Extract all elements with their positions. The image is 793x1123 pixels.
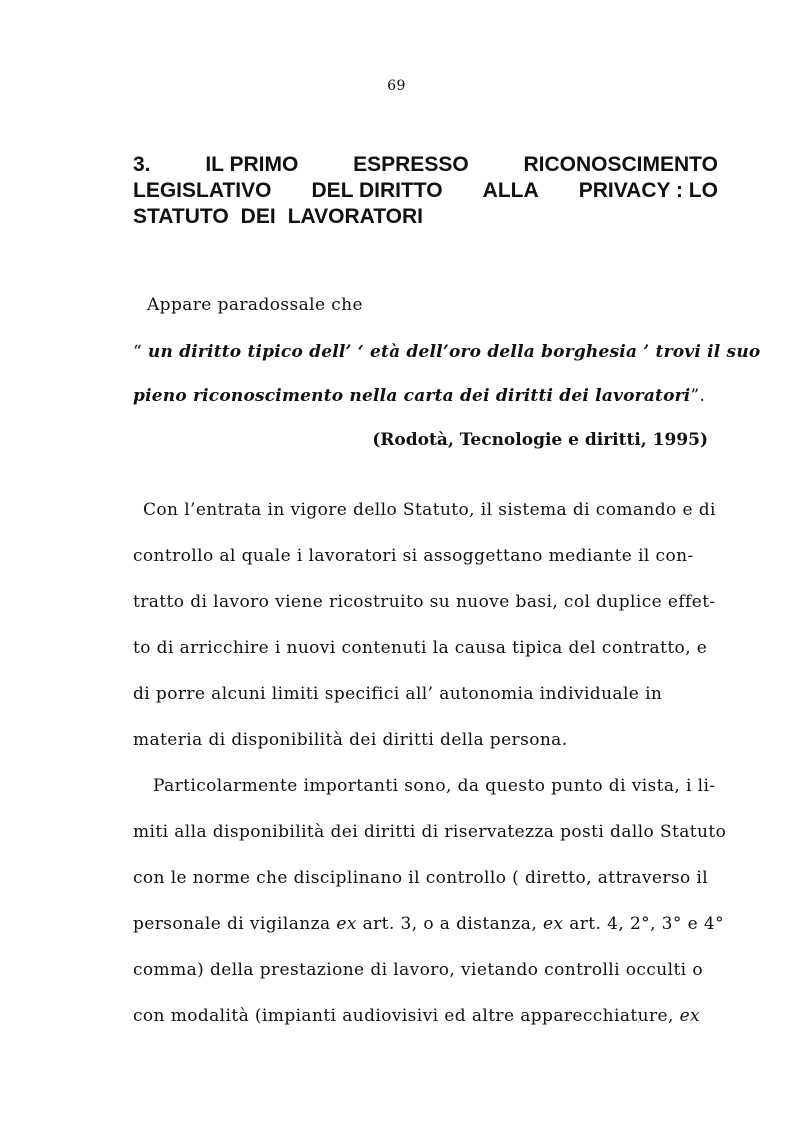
paragraph-line: Con l’entrata in vigore dello Statuto, il sistema di comando e di — [143, 500, 716, 520]
quote-open-mark: “ — [133, 342, 143, 362]
quote-close-mark: ”. — [690, 386, 706, 406]
paragraph-text: art. 4, 2°, 3° e 4° — [569, 914, 724, 934]
paragraph-line: miti alla disponibilità dei diritti di riservatezza posti dallo Statuto — [133, 822, 727, 842]
paragraph-text: personale di vigilanza — [133, 914, 331, 934]
paragraph-text: con modalità (impianti audiovisivi ed altre apparecchiature, — [133, 1006, 674, 1026]
heading-word: STATUTO — [133, 205, 229, 228]
heading-line-1 — [133, 152, 718, 178]
latin-ex: ex — [336, 914, 357, 934]
paragraph-line: controllo al quale i lavoratori si assoggettano mediante il con- — [133, 546, 694, 566]
paragraph-line: tratto di lavoro viene ricostruito su nuove basi, col duplice effet- — [133, 592, 716, 612]
quote-text: un diritto tipico dell’ ‘ età dell’oro della borghesia ’ trovi il suo — [147, 342, 761, 362]
paragraph-line — [133, 914, 724, 934]
heading-word: RICONOSCIMENTO — [523, 153, 718, 176]
paragraph-line — [133, 1006, 718, 1026]
paragraph-line: materia di disponibilità dei diritti della persona. — [133, 730, 568, 750]
heading-word: PRIVACY : LO — [578, 179, 718, 202]
intro-text: Appare paradossale che — [147, 295, 363, 315]
heading-word: LAVORATORI — [287, 205, 424, 228]
quote-text: pieno riconoscimento nella carta dei diritti dei lavoratori — [133, 386, 691, 406]
heading-word: LEGISLATIVO — [133, 179, 272, 202]
paragraph-line: con le norme che disciplinano il controllo ( diretto, attraverso il — [133, 868, 709, 888]
quote-line-1 — [133, 342, 761, 362]
latin-ex: ex — [679, 1006, 701, 1026]
citation: (Rodotà, Tecnologie e diritti, 1995) — [372, 430, 708, 450]
heading-word: 3. — [133, 153, 151, 176]
section-heading — [133, 152, 718, 230]
heading-word: IL PRIMO — [205, 153, 299, 176]
heading-word: DEL DIRITTO — [311, 179, 443, 202]
paragraph-text: art. 3, o a distanza, — [362, 914, 538, 934]
paragraph-line: comma) della prestazione di lavoro, vietando controlli occulti o — [133, 960, 703, 980]
paragraph-line: di porre alcuni limiti specifici all’ autonomia individuale in — [133, 684, 663, 704]
paragraph-line: to di arricchire i nuovi contenuti la causa tipica del contratto, e — [133, 638, 708, 658]
page-number: 69 — [387, 78, 406, 94]
heading-line-3 — [133, 204, 718, 230]
heading-line-2 — [133, 178, 718, 204]
heading-word: ALLA — [482, 179, 539, 202]
paragraph-line: Particolarmente importanti sono, da questo punto di vista, i li- — [153, 776, 716, 796]
latin-ex: ex — [542, 914, 564, 934]
heading-word: ESPRESSO — [353, 153, 469, 176]
heading-word: DEI — [240, 205, 276, 228]
quote-line-2 — [133, 386, 718, 406]
